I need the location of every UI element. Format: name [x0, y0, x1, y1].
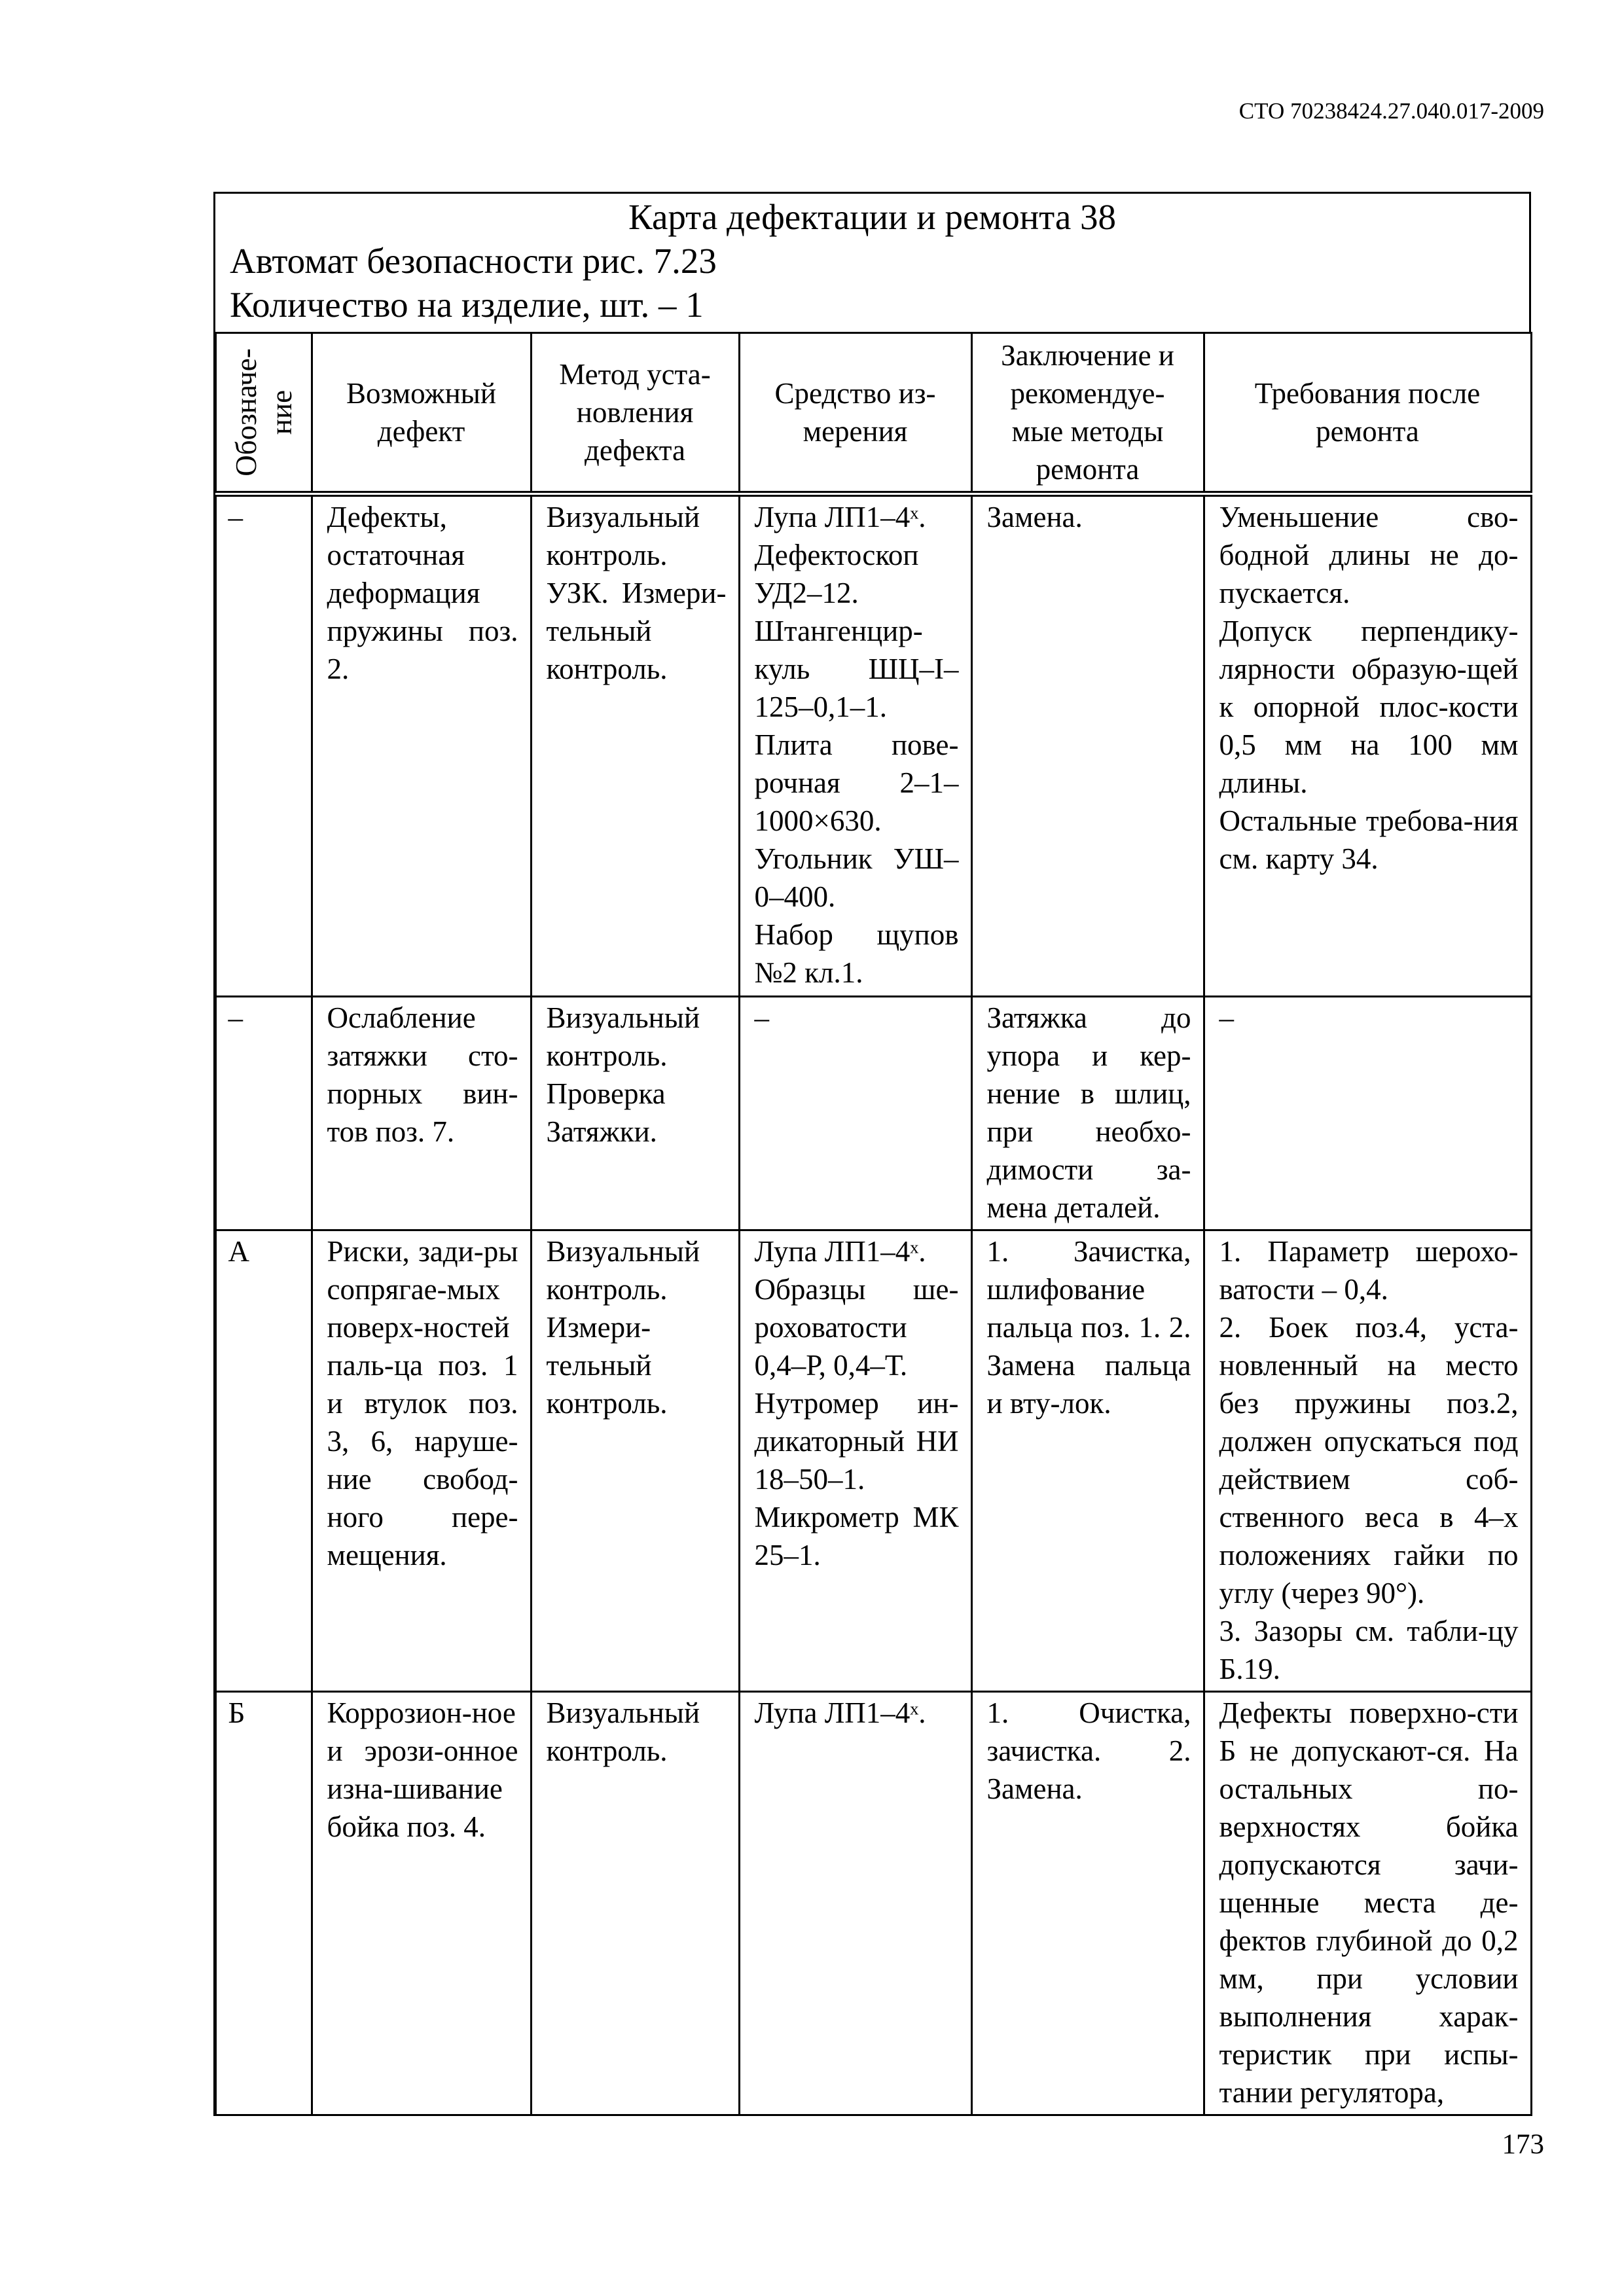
instrument-item: Лупа ЛП1–4ˣ.	[754, 501, 926, 533]
cell-defect: Дефекты, остаточная деформация пружины поз. 2.	[312, 494, 531, 997]
card-quantity: Количество на изделие, шт. – 1	[230, 285, 704, 325]
header-repair: Заключение и рекомендуе- мые методы ремонта	[971, 333, 1204, 494]
cell-method: Визуальный контроль.	[531, 1692, 739, 2115]
cell-instruments	[739, 1692, 971, 2115]
table-row	[215, 494, 1531, 997]
cell-requirements	[1204, 997, 1531, 1230]
instrument-item: Дефектоскоп УД2–12.	[754, 539, 919, 609]
instrument-item: Образцы ше-роховатости 0,4–Р, 0,4–Т.	[754, 1273, 959, 1382]
cell-repair: Затяжка до упора и кер-нение в шлиц, при необхо-димости за-мена деталей.	[971, 997, 1204, 1230]
cell-method: Визуальный контроль. УЗК. Измери-тельный контроль.	[531, 494, 739, 997]
instrument-item: Штангенцир-куль ШЦ–I–125–0,1–1.	[754, 615, 959, 723]
requirement-item: –	[1219, 1001, 1234, 1034]
cell-designation: Б	[215, 1692, 312, 2115]
card-title: Карта дефектации и ремонта 38	[628, 197, 1116, 237]
cell-repair: Замена.	[971, 494, 1204, 997]
instrument-item: Лупа ЛП1–4ˣ.	[754, 1235, 926, 1268]
instrument-item: Плита пове-рочная 2–1–1000×630.	[754, 728, 959, 837]
instrument-item: Набор щупов №2 кл.1.	[754, 918, 959, 989]
defect-card	[213, 192, 1531, 2116]
requirement-item: 1. Параметр шерохо-ватости – 0,4.	[1219, 1235, 1519, 1306]
requirement-item: Уменьшение сво-бодной длины не до-пускается.	[1219, 501, 1519, 609]
document-code: СТО 70238424.27.040.017-2009	[1238, 98, 1544, 124]
instrument-item: –	[754, 1001, 769, 1034]
requirement-item: Остальные требова-ния см. карту 34.	[1219, 804, 1519, 875]
cell-method: Визуальный контроль. Проверка Затяжки.	[531, 997, 739, 1230]
card-header	[215, 194, 1531, 332]
header-instruments: Средство из- мерения	[739, 333, 971, 494]
cell-requirements	[1204, 1692, 1531, 2115]
instrument-item: Угольник УШ–0–400.	[754, 842, 959, 913]
cell-repair: 1. Очистка, зачистка. 2. Замена.	[971, 1692, 1204, 2115]
cell-defect: Ослабление затяжки сто-порных вин-тов поз. 7.	[312, 997, 531, 1230]
cell-repair: 1. Зачистка, шлифование пальца поз. 1. 2. Замена пальца и вту-лок.	[971, 1230, 1204, 1692]
cell-designation: –	[215, 494, 312, 997]
defects-table	[215, 332, 1532, 2116]
instrument-item: Лупа ЛП1–4ˣ.	[754, 1696, 926, 1729]
header-requirements: Требования после ремонта	[1204, 333, 1531, 494]
instrument-item: Нутромер ин-дикаторный НИ 18–50–1.	[754, 1387, 959, 1496]
cell-requirements	[1204, 1230, 1531, 1692]
requirement-item: Допуск перпендику-лярности образую-щей к опорной плос-кости 0,5 мм на 100 мм длины.	[1219, 615, 1519, 799]
cell-designation: А	[215, 1230, 312, 1692]
table-row	[215, 997, 1531, 1230]
cell-instruments	[739, 494, 971, 997]
cell-defect: Риски, зади-ры сопрягае-мых поверх-ностей паль-ца поз. 1 и втулок поз. 3, 6, наруше-ние свобод-ного пере-мещения.	[312, 1230, 531, 1692]
cell-instruments	[739, 1230, 971, 1692]
requirement-item: 2. Боек поз.4, уста-новленный на место без пружины поз.2, должен опускаться под действием соб-ственного веса в 4–х положениях гайки по углу (через 90°).	[1219, 1311, 1519, 1609]
cell-requirements	[1204, 494, 1531, 997]
table-header-row	[215, 333, 1531, 494]
cell-method: Визуальный контроль. Измери-тельный контроль.	[531, 1230, 739, 1692]
requirement-item: Дефекты поверхно-сти Б не допускают-ся. На остальных по-верхностях бойка допускаются зачи-щенные места де-фектов глубиной до 0,2 мм, при условии выполнения харак-теристик при испы-тании регулятора,	[1219, 1696, 1519, 2109]
cell-designation: –	[215, 997, 312, 1230]
requirement-item: 3. Зазоры см. табли-цу Б.19.	[1219, 1615, 1519, 1685]
instrument-item: Микрометр МК 25–1.	[754, 1501, 959, 1571]
header-method: Метод уста- новления дефекта	[531, 333, 739, 494]
table-row	[215, 1230, 1531, 1692]
cell-defect: Коррозион-ное и эрози-онное изна-шивание бойка поз. 4.	[312, 1692, 531, 2115]
header-defect: Возможный дефект	[312, 333, 531, 494]
table-row	[215, 1692, 1531, 2115]
header-designation-label: Обозначе- ние	[229, 348, 298, 476]
page-number: 173	[1502, 2129, 1544, 2160]
cell-instruments	[739, 997, 971, 1230]
header-designation	[215, 333, 312, 494]
card-subtitle: Автомат безопасности рис. 7.23	[230, 241, 717, 281]
